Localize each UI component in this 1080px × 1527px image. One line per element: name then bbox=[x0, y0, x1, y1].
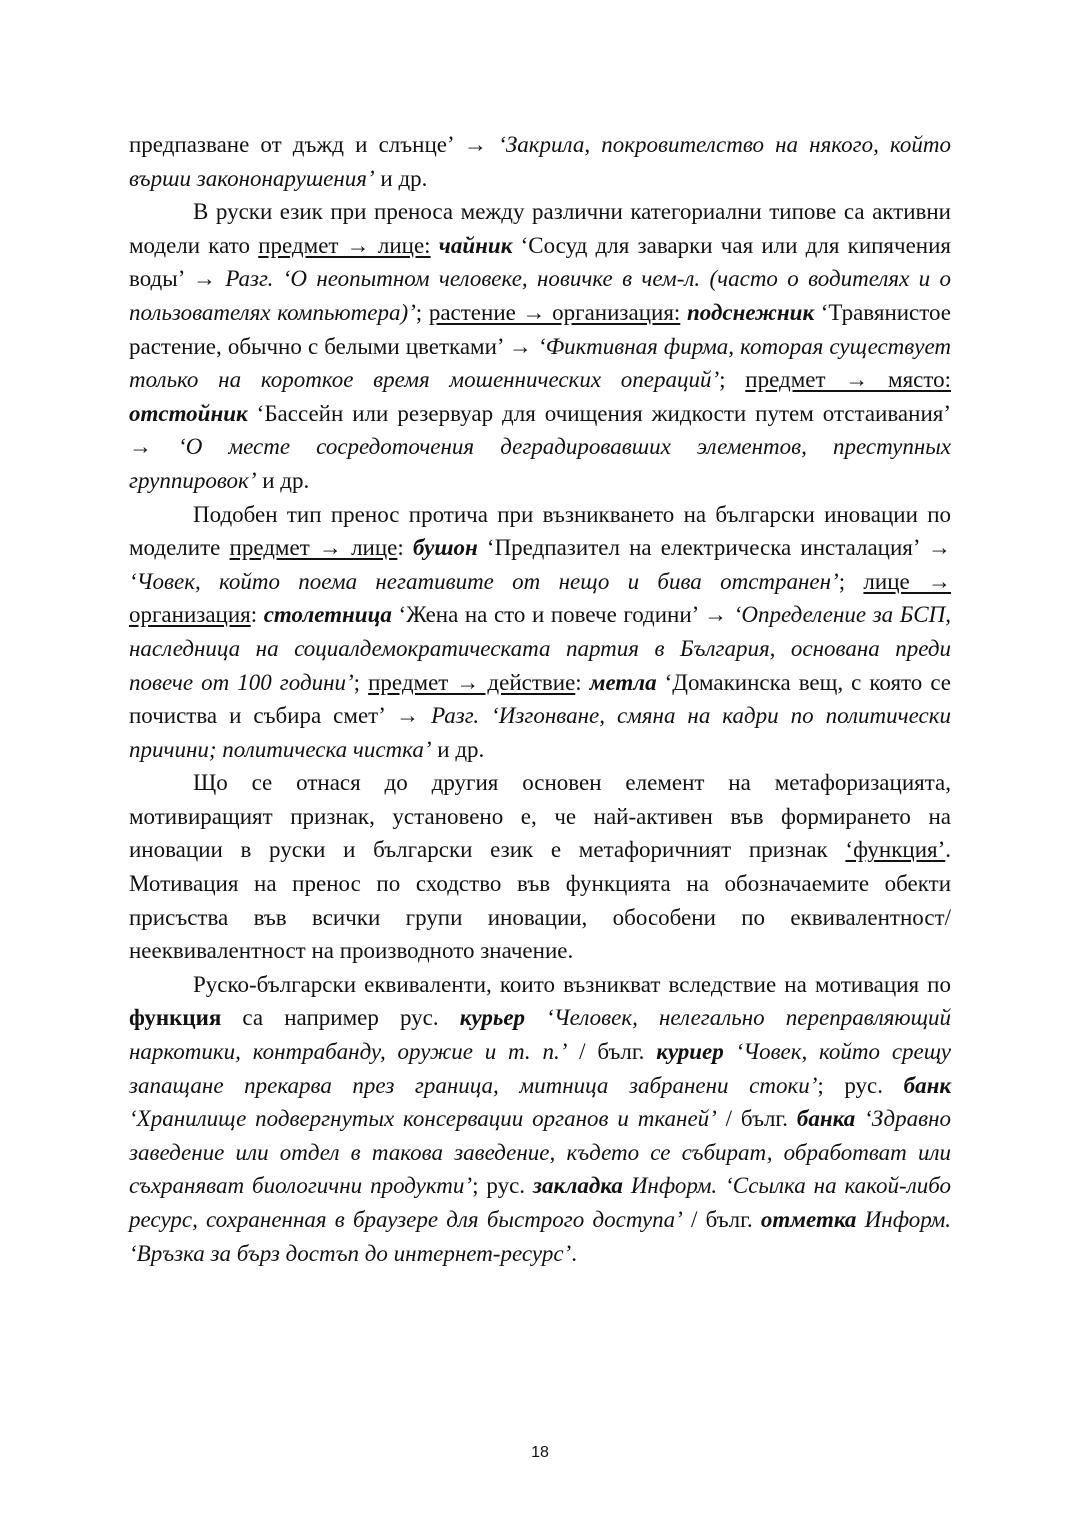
text-run: ‘Човек, който поема негативите от нещо и бива отстранен’ bbox=[129, 568, 839, 594]
text-run: предпазване от дъжд и слънце’ → bbox=[129, 132, 499, 157]
text-run: / бълг. bbox=[682, 1207, 761, 1232]
text-run: ; bbox=[353, 669, 369, 695]
text-run: куриер bbox=[656, 1039, 724, 1065]
text-run: ‘Човек, който срещу запащане прекарва през граница, митница забранени стоки’ bbox=[129, 1039, 952, 1098]
text-run: . Мотивация на пренос по сходство във функцията на обозначаемите обекти присъства във всички групи иновации, обособени по еквивалентност/нееквивалентност на производното значение. bbox=[129, 837, 951, 964]
text-run: ; bbox=[719, 367, 746, 393]
text-run: / бълг. bbox=[567, 1039, 657, 1065]
text-run bbox=[724, 1039, 736, 1064]
paragraph bbox=[129, 766, 951, 968]
text-run bbox=[525, 1005, 546, 1030]
text-run: Информ. ‘Ссылка на какой-либо ресурс, сохраненная в браузере для быстрого доступа’ bbox=[129, 1173, 952, 1232]
text-run: ‘функция’ bbox=[845, 837, 946, 863]
text-run bbox=[855, 1106, 864, 1131]
text-run: Що се отнася до другия основен елемент на метафоризацията, мотивиращият признак, установено е, че най-активен във формирането на иновации в руски и български език е метафоричният признак bbox=[129, 770, 951, 863]
text-run: банка bbox=[796, 1106, 856, 1132]
text-run bbox=[856, 1207, 864, 1232]
text-run bbox=[431, 233, 439, 258]
text-run: Руско-български еквиваленти, които възникват вследствие на мотивация по bbox=[193, 971, 951, 997]
text-run: функция bbox=[129, 1005, 222, 1031]
text-run bbox=[623, 1173, 631, 1198]
text-run: / бълг. bbox=[716, 1106, 797, 1132]
text-run: подснежник bbox=[686, 299, 815, 325]
page-number: 18 bbox=[531, 1444, 549, 1461]
paragraph bbox=[129, 968, 951, 1270]
text-run: предмет → действие bbox=[368, 669, 576, 695]
text-run: предмет → лице bbox=[229, 535, 398, 561]
text-run bbox=[680, 300, 687, 325]
text-run: Разг. ‘Изгонване, смяна на кадри по политически причини; политическа чистка’ bbox=[129, 703, 951, 762]
text-run: ‘Фиктивная фирма, которая существует только на короткое время мошеннических операций’ bbox=[129, 333, 951, 393]
text-run: ‘О месте сосредоточения деградировавших элементов, преступных группировок’ bbox=[129, 434, 952, 493]
text-run: растение → организация: bbox=[428, 299, 681, 325]
text-run: : bbox=[397, 535, 413, 561]
text-run: са например рус. bbox=[221, 1005, 460, 1031]
text-run: и др. bbox=[374, 165, 428, 191]
text-run: банк bbox=[903, 1072, 952, 1098]
text-run: ‘Бассейн или резервуар для очищения жидкости путем отстаивания’ → bbox=[129, 400, 951, 460]
text-run: ‘Определение за БСП, наследница на социалдемократическата партия в България, основана преди повече от 100 години’ bbox=[129, 602, 952, 695]
paragraph bbox=[129, 498, 951, 767]
text-run: отметка bbox=[760, 1207, 857, 1232]
text-run: ‘Здравно заведение или отдел в такова заведение, където се събират, обработват или съхраняват биологични продукти’ bbox=[129, 1106, 952, 1199]
text-run: чайник bbox=[438, 232, 513, 258]
document-body bbox=[129, 128, 951, 1270]
text-run: . bbox=[571, 1240, 577, 1266]
text-run: ‘Домакинска вещ, с която се почиства и събира смет’ → bbox=[129, 669, 952, 729]
text-run: ‘Жена на сто и повече години’ → bbox=[391, 602, 734, 628]
text-run: ‘Предпазител на електрическа инсталация’ → bbox=[477, 535, 951, 561]
text-run: метла bbox=[589, 669, 657, 695]
text-run: Подобен тип пренос протича при възникването на български иновации по моделите bbox=[129, 501, 951, 561]
text-run: ‘Хранилище подвергнутых консервации органов и тканей’ bbox=[129, 1106, 717, 1132]
text-run: курьер bbox=[459, 1005, 526, 1031]
text-run: Информ. ‘Връзка за бърз достъп до интернет-ресурс’ bbox=[129, 1207, 952, 1266]
text-run: ; рус. bbox=[817, 1072, 904, 1098]
text-run: и др. bbox=[431, 736, 485, 762]
text-run: и др. bbox=[256, 467, 310, 493]
text-run: столетница bbox=[263, 602, 392, 628]
text-run: ‘Травянистое растение, обычно с белыми цветками’ → bbox=[129, 299, 952, 359]
text-run: предмет → място: bbox=[745, 367, 951, 393]
paragraph bbox=[129, 128, 951, 195]
text-run: ; bbox=[415, 299, 429, 325]
paragraph bbox=[129, 195, 951, 497]
text-run: В руски език при преноса между различни категориални типове са активни модели като bbox=[129, 199, 951, 258]
text-run: предмет → лице: bbox=[258, 232, 431, 258]
text-run: : bbox=[575, 669, 590, 695]
text-run: : bbox=[250, 602, 264, 628]
text-run: Разг. ‘О неопытном человеке, новичке в чем-л. (часто о водителях и о пользователях компьютера)’ bbox=[129, 266, 951, 325]
text-run: закладка bbox=[532, 1173, 623, 1199]
text-run: лице → организация bbox=[129, 568, 951, 628]
text-run: ; рус. bbox=[472, 1173, 533, 1199]
text-run: отстойник bbox=[129, 400, 248, 426]
text-run: ‘Сосуд для заварки чая или для кипячения воды’ → bbox=[129, 232, 951, 292]
text-run: бушон bbox=[412, 535, 478, 561]
text-run: ‘Закрила, покровителство на някого, който върши закононарушения’ bbox=[129, 132, 952, 191]
text-run: ‘Человек, нелегально переправляющий наркотики, контрабанду, оружие и т. п.’ bbox=[129, 1005, 952, 1065]
text-run: ; bbox=[838, 568, 864, 594]
